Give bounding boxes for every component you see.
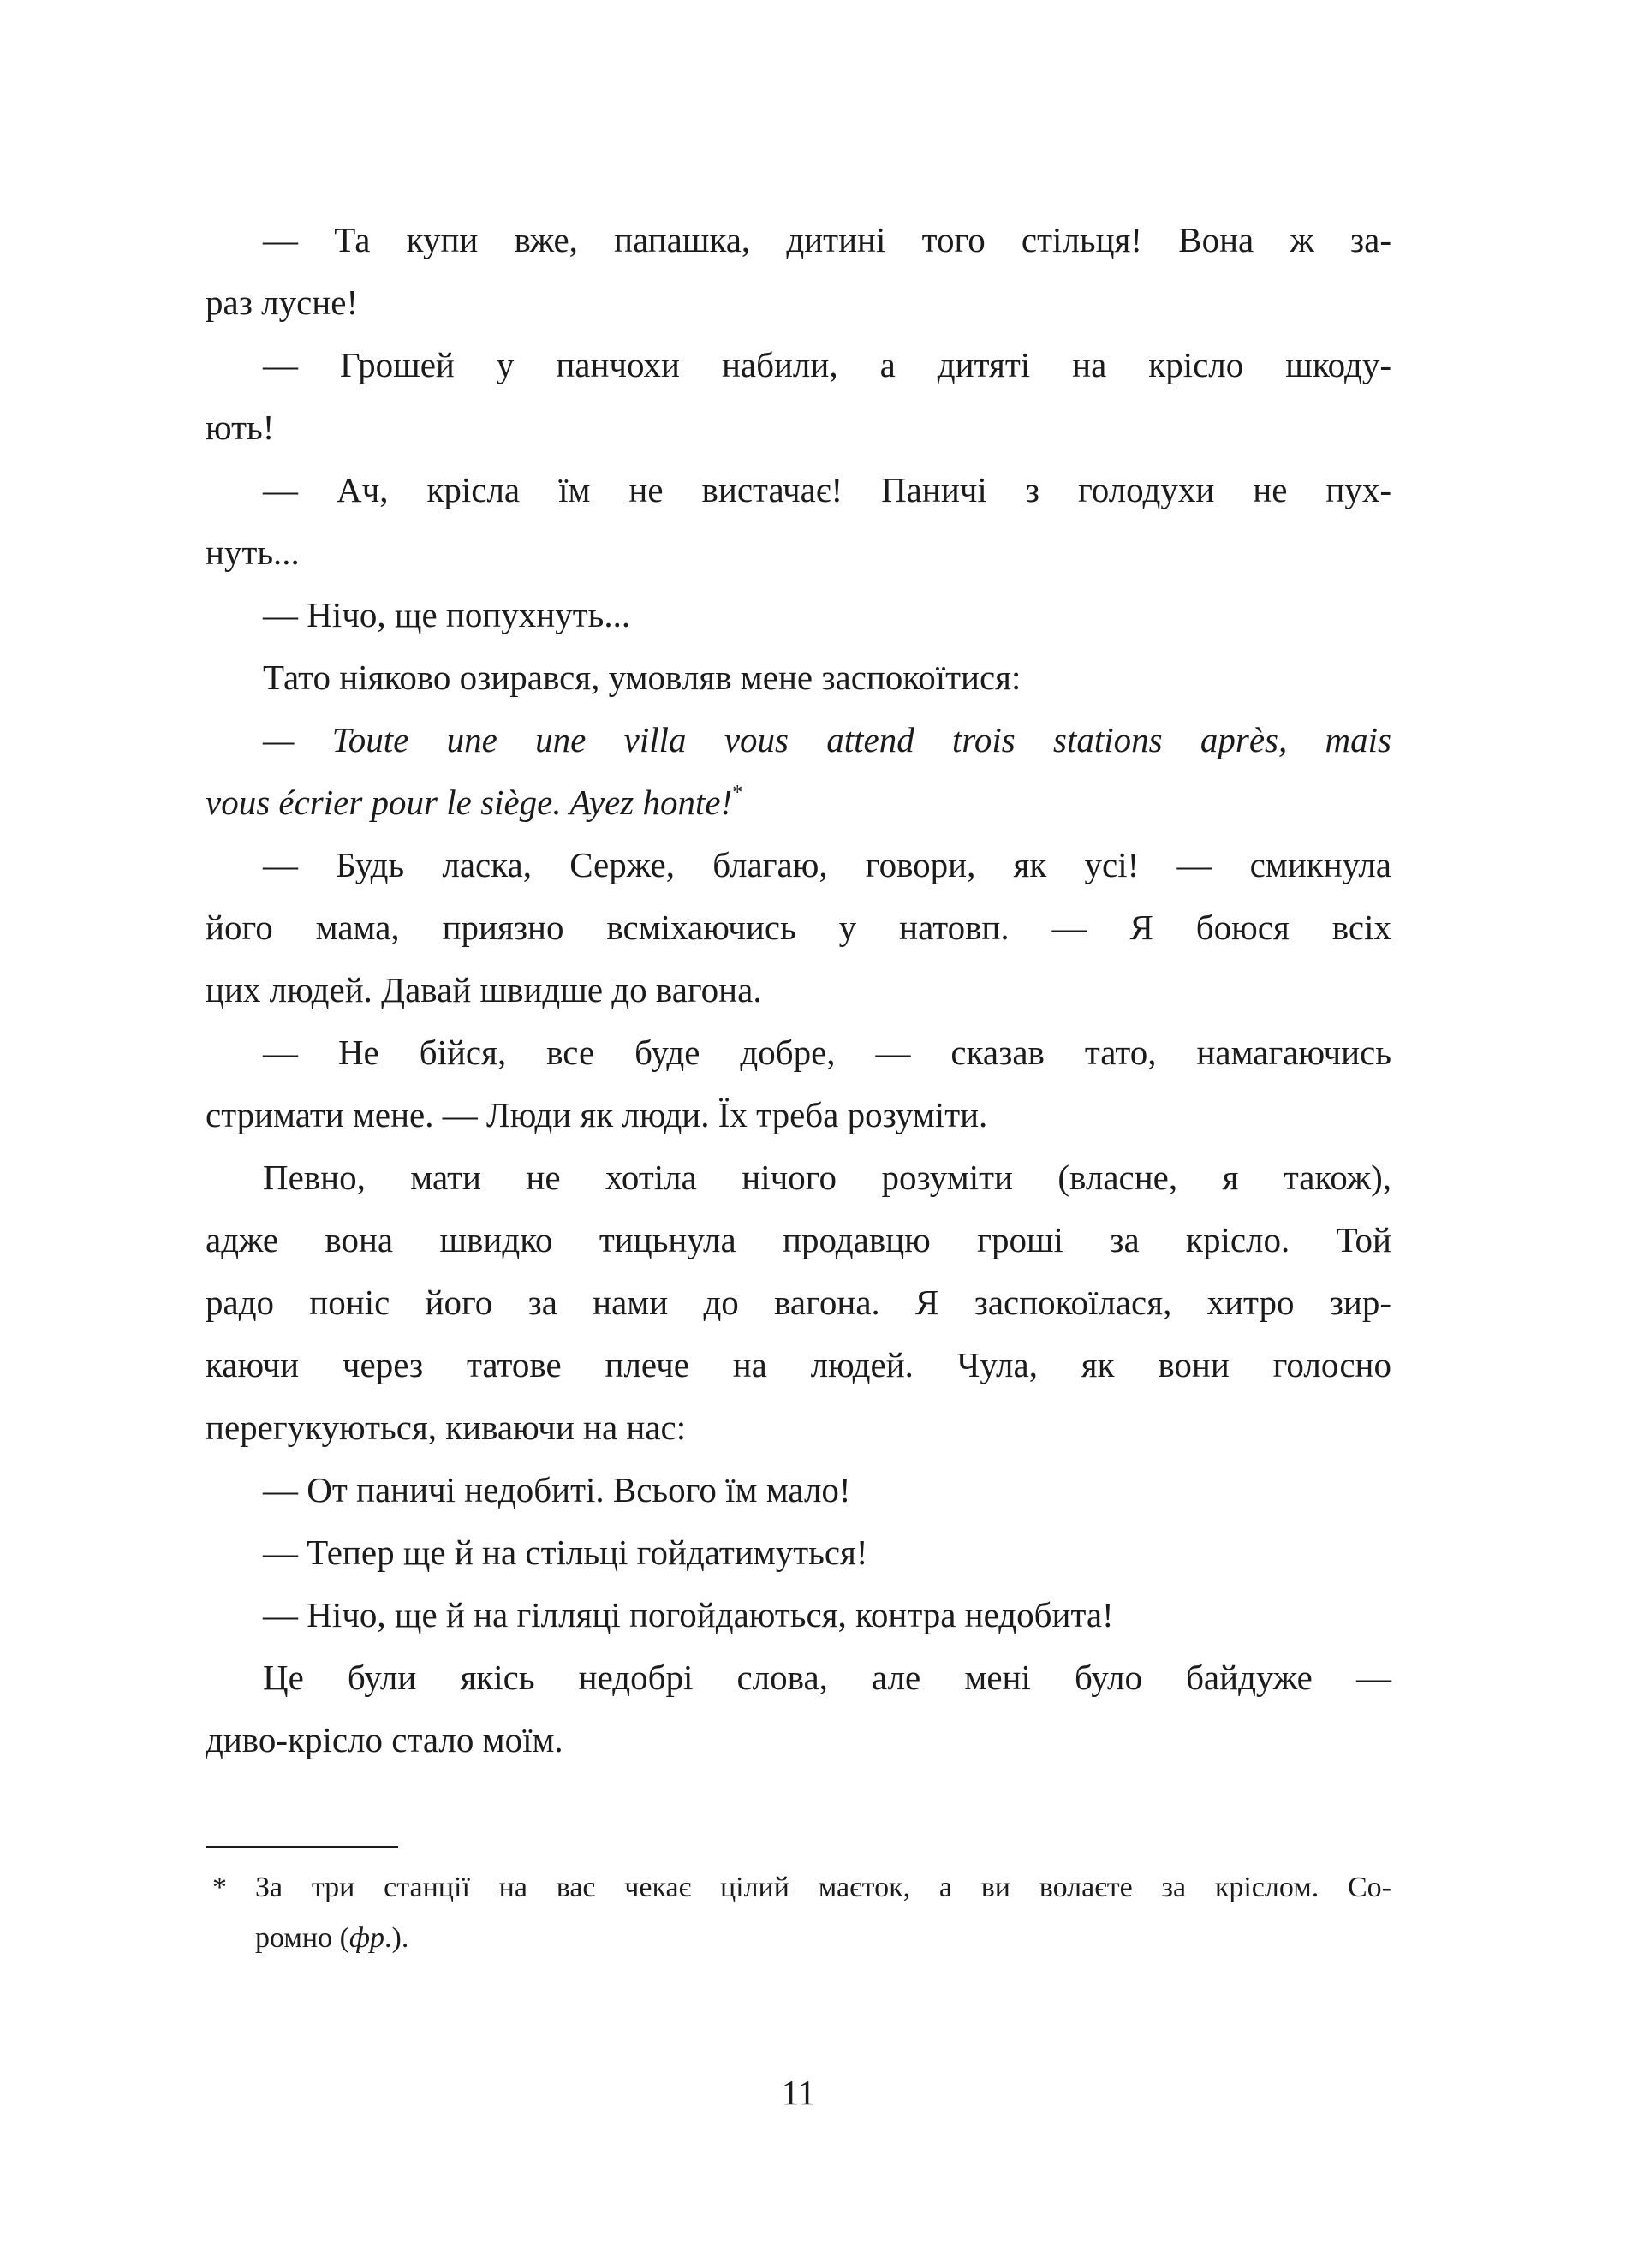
text-line: ють! (206, 408, 275, 447)
footnote-text: .). (384, 1922, 409, 1954)
footnote-marker: * (212, 1872, 227, 1903)
footnote-line (255, 1862, 1391, 1913)
text-line: — Нічо, ще попухнуть... (263, 595, 631, 634)
text-line: радо поніс його за нами до вагона. Я заспокоїлася, хитро зир- (206, 1283, 1391, 1322)
page-number: 11 (781, 2073, 816, 2112)
text-line: vous écrier pour le siège. Ayez honte!* (206, 782, 743, 822)
body-text (206, 209, 1391, 1771)
text-line: — Тепер ще й на стільці гойдатимуться! (263, 1533, 868, 1572)
text-line: раз лусне! (206, 283, 359, 322)
text-line: — Нічо, ще й на гілляці погойдаються, контра недобита! (263, 1595, 1114, 1634)
text-line: нуть... (206, 533, 300, 572)
text-line: перегукуються, киваючи на нас: (206, 1408, 687, 1447)
text-line: — Toute une une villa vous attend trois stations après, mais (263, 720, 1391, 759)
text-line: Певно, мати не хотіла нічого розуміти (власне, я також), (263, 1158, 1391, 1197)
text-line: Тато ніяково озирався, умовляв мене заспокоїтися: (263, 658, 1022, 697)
footnote-text: ромно ( (255, 1922, 349, 1954)
text-line: адже вона швидко тицьнула продавцю гроші за крісло. Той (206, 1220, 1391, 1259)
text-line: — Та купи вже, папашка, дитині того стільця! Вона ж за- (263, 220, 1391, 259)
footnote (206, 1862, 1391, 1963)
footnote-separator (206, 1846, 398, 1848)
footnote-reference-marker: * (732, 782, 743, 804)
text-line: — Не бійся, все буде добре, — сказав тато, намагаючись (263, 1033, 1391, 1072)
text-line: цих людей. Давай швидше до вагона. (206, 970, 762, 1009)
text-line: — Ач, крісла їм не вистачає! Паничі з голодухи не пух- (263, 470, 1391, 509)
text-line: — Будь ласка, Серже, благаю, говори, як усі! — смикнула (263, 845, 1391, 884)
footnote-lines (255, 1862, 1391, 1963)
text-line: — Грошей у панчохи набили, а дитяті на крісло шкоду- (263, 345, 1391, 384)
text-line: його мама, приязно всміхаючись у натовп. — Я боюся всіх (206, 908, 1391, 947)
text-line: Це були якісь недобрі слова, але мені було байдуже — (263, 1658, 1391, 1697)
text-line: каючи через татове плече на людей. Чула, як вони голосно (206, 1345, 1391, 1384)
text-line: диво-крісло стало моїм. (206, 1720, 563, 1759)
footnote-text: За три станції на вас чекає цілий маєток, а ви волаєте за кріслом. Со- (255, 1872, 1391, 1903)
footnote-lang-abbr: фр (348, 1922, 385, 1954)
footnote-line (255, 1913, 1391, 1963)
text-line: стримати мене. — Люди як люди. Їх треба розуміти. (206, 1095, 988, 1134)
text-line: — От паничі недобиті. Всього їм мало! (263, 1470, 851, 1509)
